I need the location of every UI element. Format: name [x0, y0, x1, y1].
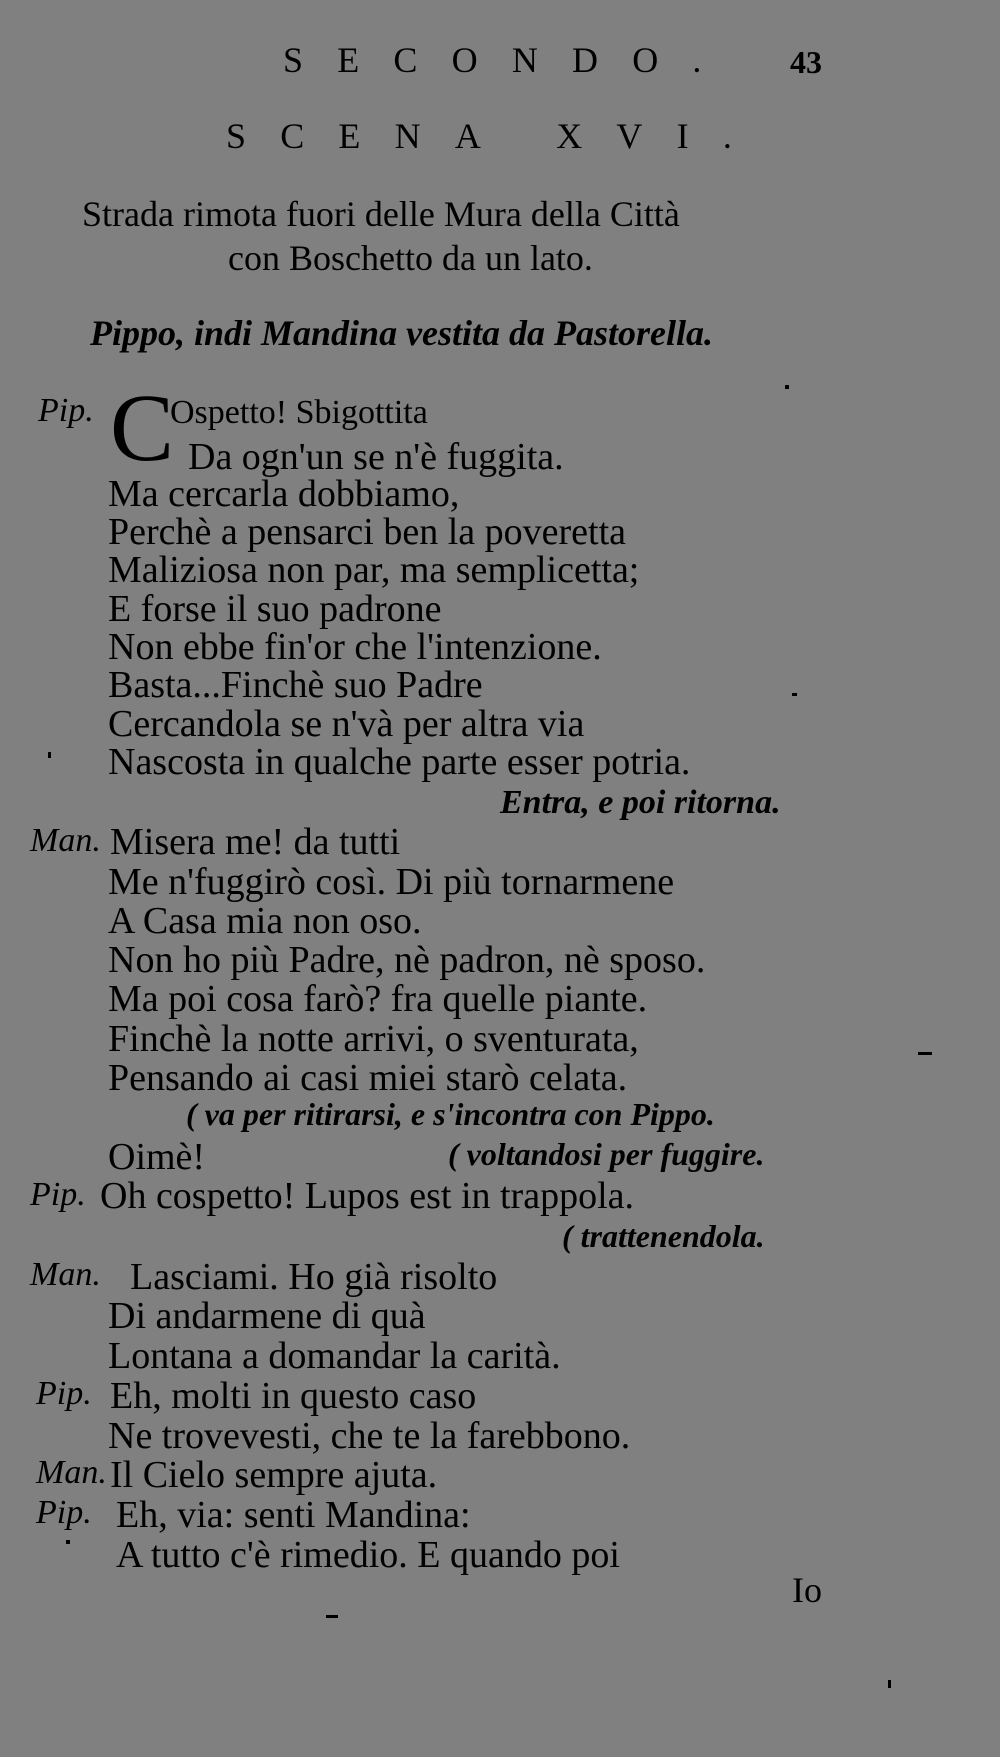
verse-line: Da ogn'un se n'è fuggita.: [188, 436, 564, 478]
verse-line: Maliziosa non par, ma semplicetta;: [108, 549, 640, 591]
verse-line: Non ebbe fin'or che l'intenzione.: [108, 626, 602, 668]
scan-speck: [66, 1540, 70, 1544]
stage-direction: ( voltandosi per fuggire.: [448, 1136, 765, 1172]
verse-line: Finchè la notte arrivi, o sventurata,: [108, 1018, 639, 1060]
running-head-title: SECONDO.: [283, 40, 736, 80]
speaker-label: Pip.: [36, 1494, 92, 1531]
scene-characters: Pippo, indi Mandina vestita da Pastorella.: [90, 313, 714, 353]
verse-line: A Casa mia non oso.: [108, 900, 422, 942]
speaker-label: Man.: [36, 1454, 107, 1491]
verse-line: E forse il suo padrone: [108, 588, 442, 630]
scan-speck: [326, 1615, 338, 1618]
verse-line: Il Cielo sempre ajuta.: [110, 1454, 438, 1496]
scan-speck: [918, 1052, 932, 1055]
catchword: Io: [792, 1570, 822, 1610]
scan-speck: [888, 1680, 891, 1688]
verse-line: Ma cercarla dobbiamo,: [108, 473, 460, 515]
verse-line: Basta...Finchè suo Padre: [108, 664, 483, 706]
verse-line: Eh, molti in questo caso: [110, 1375, 477, 1417]
scene-setting-line-2: con Boschetto da un lato.: [228, 238, 593, 278]
drop-capital: C: [110, 374, 175, 481]
speaker-label: Man.: [30, 1256, 101, 1293]
verse-line: Eh, via: senti Mandina:: [116, 1494, 471, 1536]
verse-line: Di andarmene di quà: [108, 1295, 426, 1337]
verse-line: Ma poi cosa farò? fra quelle piante.: [108, 978, 648, 1020]
verse-line: Me n'fuggirò così. Di più tornarmene: [108, 861, 675, 903]
speaker-label: Pip.: [38, 392, 94, 429]
verse-line: Perchè a pensarci ben la poveretta: [108, 511, 627, 553]
verse-line: Ospetto! Sbigottita: [170, 394, 428, 431]
stage-direction: Entra, e poi ritorna.: [500, 784, 781, 821]
stage-direction: ( va per ritirarsi, e s'incontra con Pippo.: [186, 1096, 715, 1132]
verse-line: Lontana a domandar la carità.: [108, 1335, 561, 1377]
verse-line: Lasciami. Ho già risolto: [130, 1256, 498, 1298]
scene-heading: SCENA XVI.: [226, 116, 767, 156]
scene-setting-line-1: Strada rimota fuori delle Mura della Città: [82, 194, 680, 234]
verse-line: Cercandola se n'và per altra via: [108, 703, 585, 745]
scan-speck: [785, 385, 789, 389]
speaker-label: Pip.: [30, 1176, 86, 1213]
scan-speck: [48, 752, 51, 758]
verse-line: Pensando ai casi miei starò celata.: [108, 1057, 628, 1099]
verse-line: Nascosta in qualche parte esser potria.: [108, 741, 691, 783]
speaker-label: Pip.: [36, 1375, 92, 1412]
verse-line: Oh cospetto! Lupos est in trappola.: [100, 1175, 635, 1217]
verse-line: Oimè!: [108, 1136, 206, 1178]
verse-line: Non ho più Padre, nè padron, nè sposo.: [108, 939, 706, 981]
page-number: 43: [790, 44, 822, 80]
speaker-label: Man.: [30, 822, 101, 859]
verse-line: Misera me! da tutti: [110, 821, 401, 863]
verse-line: Ne trovevesti, che te la farebbono.: [108, 1415, 631, 1457]
stage-direction: ( trattenendola.: [562, 1218, 765, 1254]
verse-line: A tutto c'è rimedio. E quando poi: [116, 1534, 620, 1576]
scan-speck: [792, 693, 797, 696]
